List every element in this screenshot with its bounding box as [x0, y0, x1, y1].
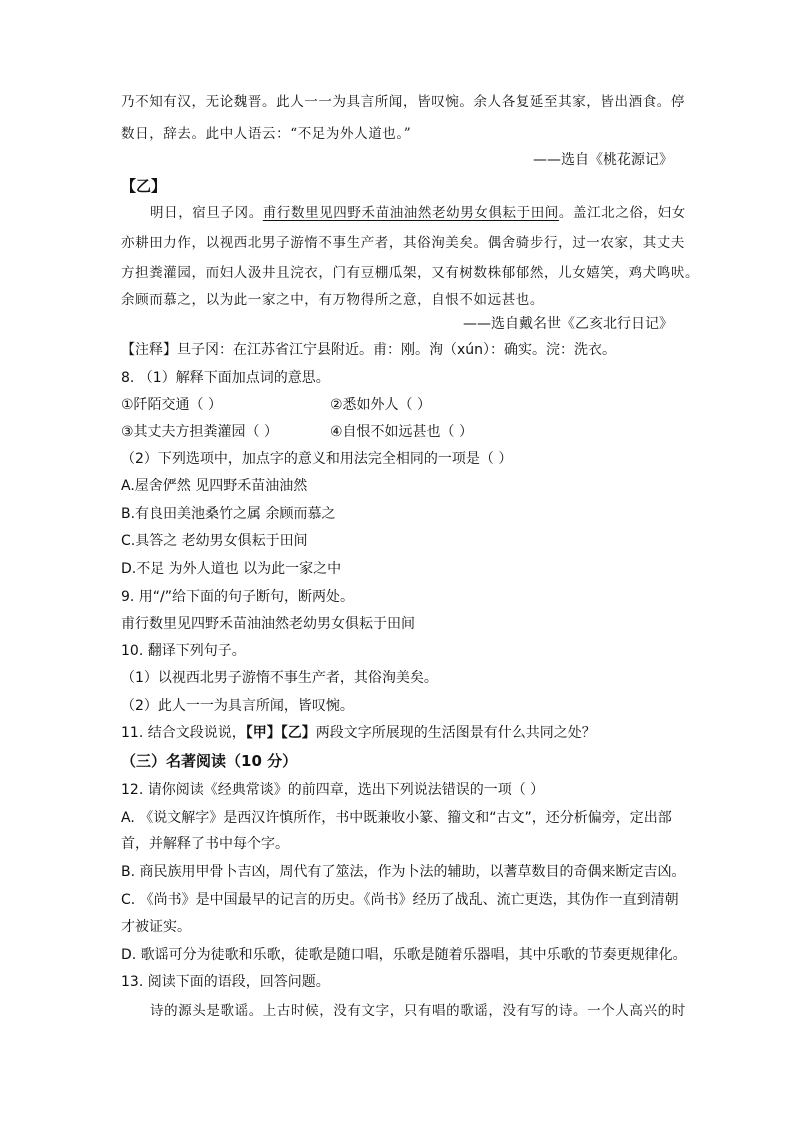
q12-option-a-line-2: 首，并解释了书中每个字。 — [121, 836, 289, 852]
q9-sentence: 甫行数里见四野禾苗油油然老幼男女俱耘于田间 — [121, 616, 415, 632]
passage-b-line-2: 亦耕田力作，以视西北男子游惰不事生产者，其俗洵美矣。偶舍骑步行，过一农家，其丈夫 — [121, 235, 685, 251]
q8-option-b: B.有良田美池桑竹之属 余顾而慕之 — [121, 506, 336, 522]
q8-item-4: ④自恨不如远甚也（ ） — [330, 424, 474, 440]
q12-option-a-line-1: A. 《说文解字》是西汉许慎所作，书中既兼收小篆、籀文和“古文”，还分析偏旁，定出部 — [121, 810, 672, 826]
q11-passage-labels: 【甲】【乙】 — [245, 725, 316, 741]
passage-b-line-1 — [150, 203, 686, 223]
q8-option-a: A.屋舍俨然 见四野禾苗油油然 — [121, 478, 308, 494]
passage-a-line-2: 数日，辞去。此中人语云：“不足为外人道也。” — [121, 126, 412, 142]
q8-option-d: D.不足 为外人道也 以为此一家之中 — [121, 561, 342, 577]
q8-sub-2: （2）下列选项中，加点字的意义和用法完全相同的一项是（ ） — [121, 451, 513, 467]
q8-item-3: ③其丈夫方担粪灌园（ ） — [121, 424, 279, 440]
passage-b-line-3: 方担粪灌园，而妇人汲井且浣衣，门有豆棚瓜架，又有树数株郁郁然，儿女嬉笑，鸡犬鸣吠。 — [121, 265, 700, 281]
q11-question — [121, 723, 596, 743]
q12-option-c-line-2: 才被证实。 — [121, 919, 191, 935]
passage-b-line-4: 余顾而慕之，以为此一家之中，有万物得所之意，自恨不如远甚也。 — [121, 292, 544, 308]
section-3-heading: （三）名著阅读（10 分） — [121, 752, 298, 770]
passage-a-source: ——选自《桃花源记》 — [533, 152, 673, 168]
q10-sentence-1: （1）以视西北男子游惰不事生产者，其俗洵美矣。 — [121, 670, 438, 686]
q12-title: 12. 请你阅读《经典常谈》的前四章，选出下列说法错误的一项（ ） — [121, 782, 545, 798]
passage-b-line-1-post: 。盖江北之俗，妇女 — [558, 205, 686, 221]
q11-pre: 11. 结合文段说说， — [121, 725, 246, 741]
q8-option-c: C.具答之 老幼男女俱耘于田间 — [121, 533, 308, 549]
q13-title: 13. 阅读下面的语段，回答问题。 — [121, 974, 330, 990]
passage-b-source: ——选自戴名世《乙亥北行日记》 — [463, 316, 673, 332]
q8-title: 8. （1）解释下面加点词的意思。 — [121, 370, 330, 386]
passage-b-line-1-pre: 明日，宿旦子冈。 — [150, 205, 263, 221]
q12-option-d: D. 歌谣可分为徒歌和乐歌，徒歌是随口唱，乐歌是随着乐器唱，其中乐歌的节奏更规律化。 — [121, 947, 687, 963]
passage-b-underlined-sentence: 甫行数里见四野禾苗油油然老幼男女俱耘于田间 — [262, 205, 559, 221]
passage-b-label: 【乙】 — [121, 177, 167, 195]
q10-sentence-2: （2）此人一一为具言所闻，皆叹惋。 — [121, 698, 354, 714]
q8-item-2: ②悉如外人（ ） — [330, 397, 432, 413]
q10-title: 10. 翻译下列句子。 — [121, 643, 246, 659]
q12-option-b: B. 商民族用甲骨卜吉凶，周代有了筮法，作为卜法的辅助，以蓍草数目的奇偶来断定吉凶。 — [121, 864, 686, 880]
passage-a-line-1: 乃不知有汉，无论魏晋。此人一一为具言所闻，皆叹惋。余人各复延至其家，皆出酒食。停 — [121, 94, 685, 110]
q9-title: 9. 用“/”给下面的句子断句，断两处。 — [121, 589, 355, 605]
q11-post: 两段文字所展现的生活图景有什么共同之处？ — [315, 725, 596, 741]
q12-option-c-line-1: C. 《尚书》是中国最早的记言的历史。《尚书》经历了战乱、流亡更迭，其伪作一直到清朝 — [121, 892, 679, 908]
annotation-note: 【注释】旦子冈：在江苏省江宁县附近。甫：刚。洵（xún）：确实。浣：洗衣。 — [121, 342, 617, 358]
q8-item-1: ①阡陌交通（ ） — [121, 397, 223, 413]
q13-passage-line-1: 诗的源头是歌谣。上古时候，没有文字，只有唱的歌谣，没有写的诗。一个人高兴的时 — [150, 1003, 686, 1019]
